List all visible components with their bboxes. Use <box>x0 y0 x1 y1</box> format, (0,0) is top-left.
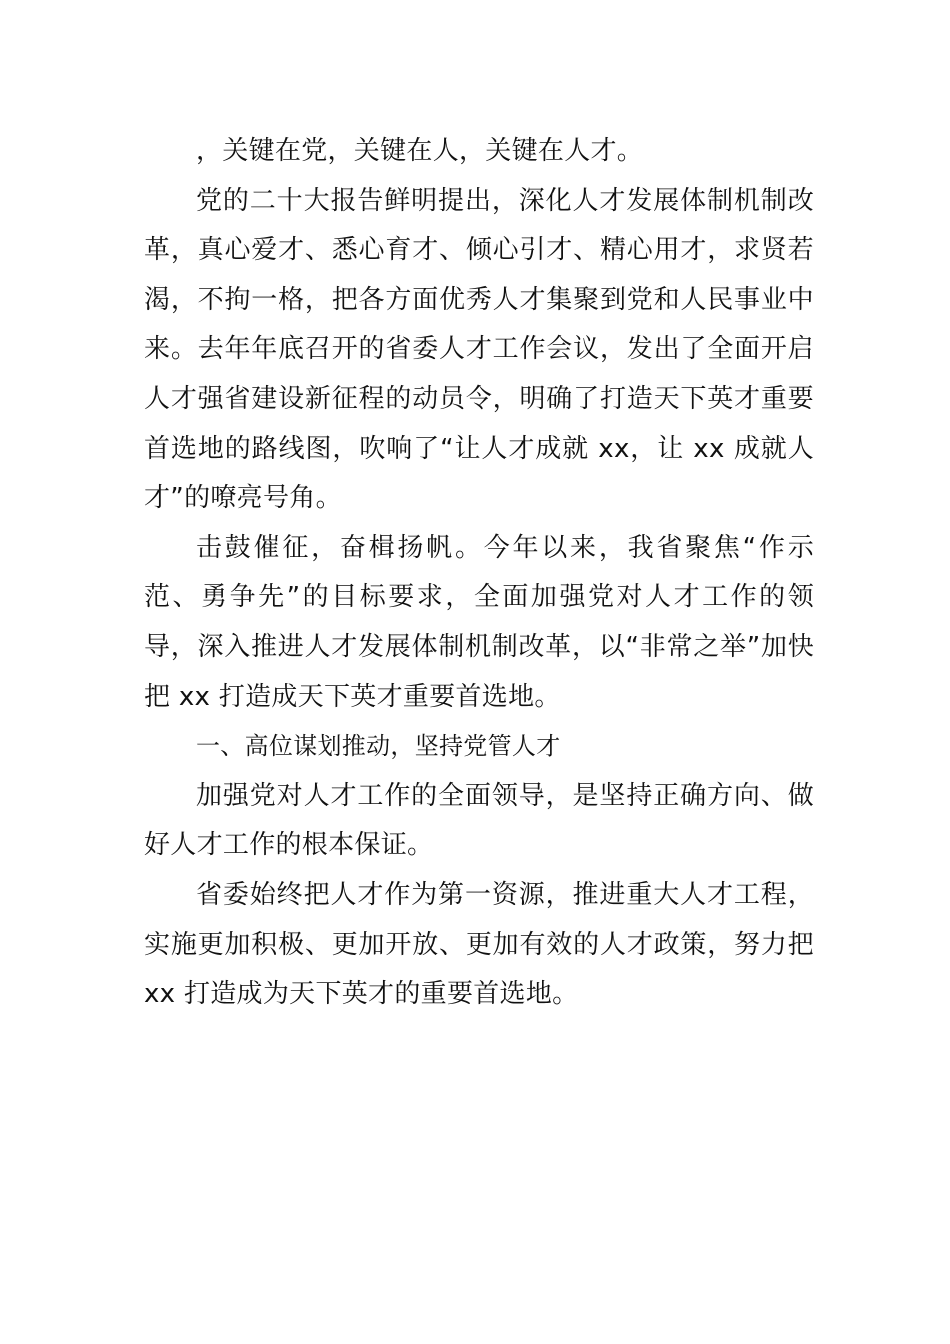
document-body <box>144 127 814 1020</box>
paragraph-report: 党的二十大报告鲜明提出，深化人才发展体制机制改革，真心爱才、悉心育才、倾心引才、精心用才，求贤若渴，不拘一格，把各方面优秀人才集聚到党和人民事业中来。去年年底召开的省委人才工作会议，发出了全面开启人才强省建设新征程的动员令，明确了打造天下英才重要首选地的路线图，吹响了“让人才成就 xx，让 xx 成就人才”的嘹亮号角。 <box>144 185 814 514</box>
paragraph-opening: ，关键在党，关键在人，关键在人才。 <box>196 136 644 166</box>
paragraph-progress: 击鼓催征，奋楫扬帆。今年以来，我省聚焦“作示范、勇争先”的目标要求，全面加强党对人才工作的领导，深入推进人才发展体制机制改革，以“非常之举”加快把 xx 打造成天下英才重要首选地。 <box>144 532 814 712</box>
paragraph-policy: 省委始终把人才作为第一资源，推进重大人才工程，实施更加积极、更加开放、更加有效的人才政策，努力把 xx 打造成为天下英才的重要首选地。 <box>144 879 814 1010</box>
section-heading: 一、高位谋划推动，坚持党管人才 <box>196 732 561 761</box>
paragraph-leadership: 加强党对人才工作的全面领导，是坚持正确方向、做好人才工作的根本保证。 <box>144 780 814 861</box>
